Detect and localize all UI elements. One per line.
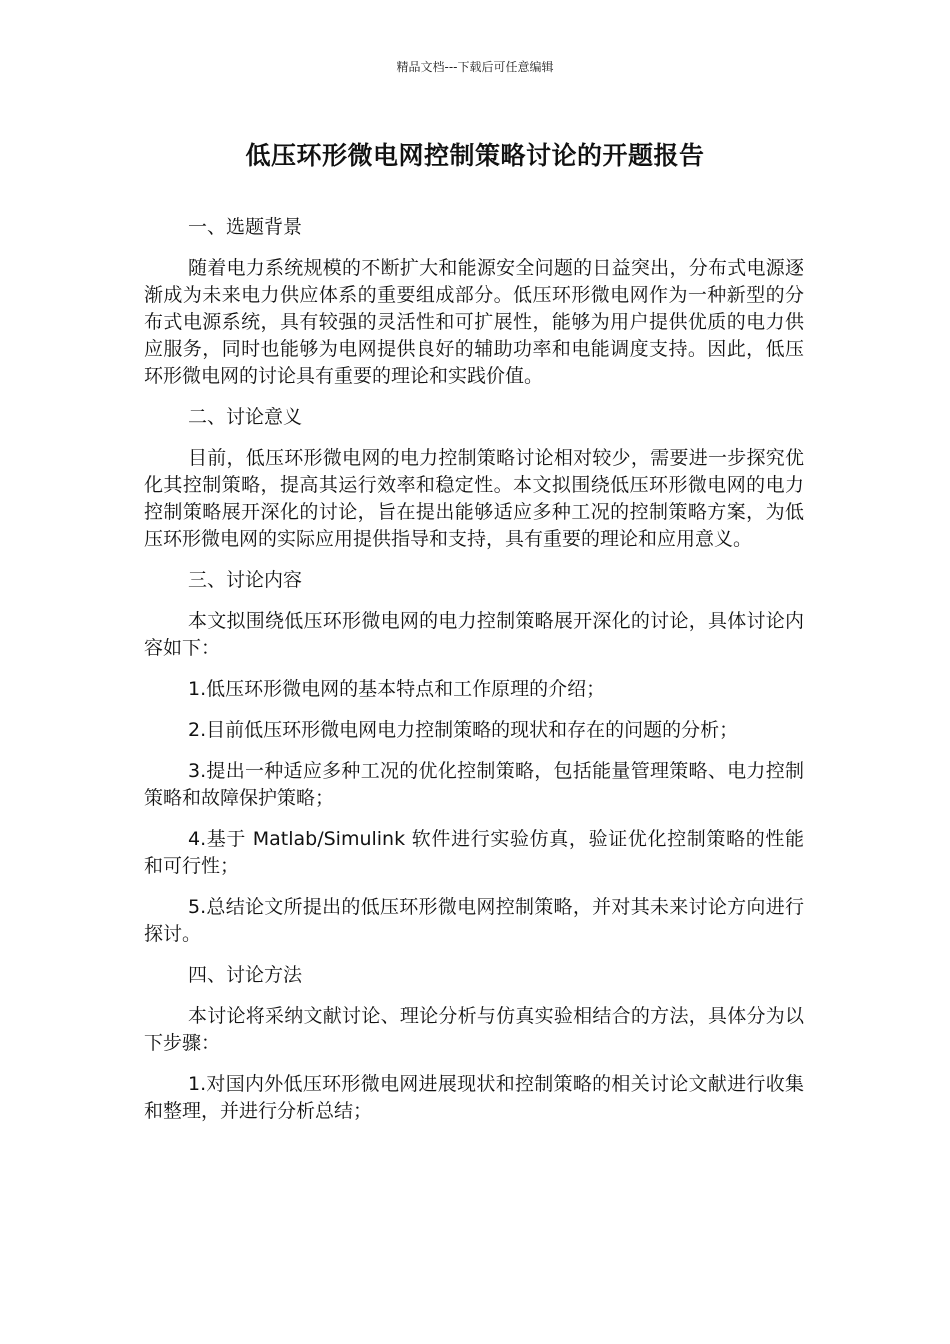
paragraph-method-intro: 本讨论将采纳文献讨论、理论分析与仿真实验相结合的方法，具体分为以下步骤： xyxy=(144,1005,804,1054)
paragraph-significance: 目前，低压环形微电网的电力控制策略讨论相对较少，需要进一步探究优化其控制策略，提高其运行效率和稳定性。本文拟围绕低压环形微电网的电力控制策略展开深化的讨论，旨在提出能够适应多种工况的控制策略方案，为低压环形微电网的实际应用提供指导和支持，具有重要的理论和应用意义。 xyxy=(144,447,804,550)
section-heading-method: 四、讨论方法 xyxy=(188,964,303,986)
section-heading-background: 一、选题背景 xyxy=(188,216,303,238)
list-item: 4.基于 Matlab/Simulink 软件进行实验仿真，验证优化控制策略的性能和可行性； xyxy=(144,828,804,877)
header-note: 精品文档---下载后可任意编辑 xyxy=(396,60,554,74)
paragraph-background: 随着电力系统规模的不断扩大和能源安全问题的日益突出，分布式电源逐渐成为未来电力供应体系的重要组成部分。低压环形微电网作为一种新型的分布式电源系统，具有较强的灵活性和可扩展性，能够为用户提供优质的电力供应服务，同时也能够为电网提供良好的辅助功率和电能调度支持。因此，低压环形微电网的讨论具有重要的理论和实践价值。 xyxy=(144,257,804,387)
document-body xyxy=(144,214,804,1139)
list-item: 1.低压环形微电网的基本特点和工作原理的介绍； xyxy=(188,678,606,700)
list-item: 1.对国内外低压环形微电网进展现状和控制策略的相关讨论文献进行收集和整理，并进行分析总结； xyxy=(144,1073,804,1122)
section-heading-significance: 二、讨论意义 xyxy=(188,406,303,428)
section-heading-content: 三、讨论内容 xyxy=(188,569,303,591)
list-item: 2.目前低压环形微电网电力控制策略的现状和存在的问题的分析； xyxy=(188,719,739,741)
list-item: 5.总结论文所提出的低压环形微电网控制策略，并对其未来讨论方向进行探讨。 xyxy=(144,896,804,945)
list-item: 3.提出一种适应多种工况的优化控制策略，包括能量管理策略、电力控制策略和故障保护策略； xyxy=(144,760,804,809)
paragraph-content-intro: 本文拟围绕低压环形微电网的电力控制策略展开深化的讨论，具体讨论内容如下： xyxy=(144,610,804,659)
document-title: 低压环形微电网控制策略讨论的开题报告 xyxy=(245,141,705,170)
